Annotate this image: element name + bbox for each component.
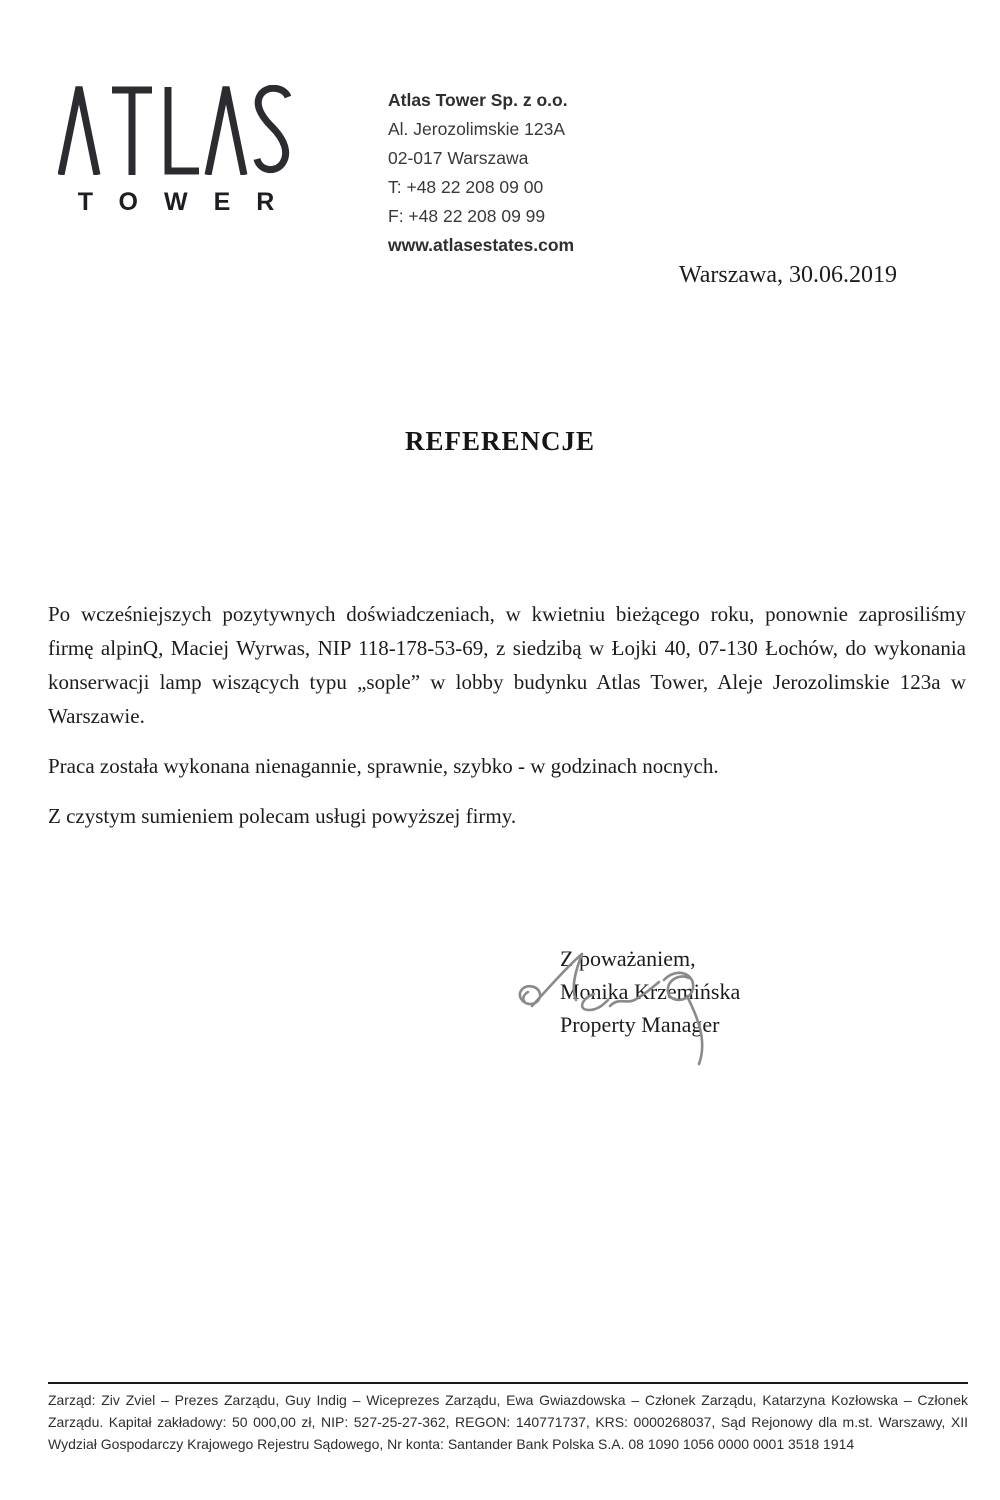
body-paragraph-1: Po wcześniejszych pozytywnych doświadczeniach, w kwietniu bieżącego roku, ponownie zaprosiliśmy firmę alpinQ, Maciej Wyrwas, NIP 118-178-53-69, z siedzibą w Łojki 40, 07-130 Łochów, do wykonania konserwacji lamp wiszących typu „sople” w lobby budynku Atlas Tower, Aleje Jerozolimskie 123a w Warszawie. [48,602,966,728]
company-name: Atlas Tower Sp. z o.o. [388,90,568,110]
company-info [388,86,574,260]
atlas-logo-wordmark [58,85,292,175]
signature-closing: Z poważaniem, [560,946,696,971]
letter-body [48,597,966,849]
letter-title: REFERENCJE [404,426,596,456]
signature-block [560,942,740,1041]
body-paragraph-2: Praca została wykonana nienagannie, sprawnie, szybko - w godzinach nocnych. [48,754,719,778]
company-phone: T: +48 22 208 09 00 [388,177,544,197]
atlas-tower-logo [58,85,301,217]
company-fax: F: +48 22 208 09 99 [388,206,546,226]
body-paragraph-3: Z czystym sumieniem polecam usługi powyższej firmy. [48,804,517,828]
registry-text: Zarząd: Ziv Zviel – Prezes Zarządu, Guy Indig – Wiceprezes Zarządu, Ewa Gwiazdowska – Członek Zarządu, Katarzyna Kozłowska – Członek Zarządu. Kapitał zakładowy: 50 000,00 zł, NIP: 527-25-27-362, REGON: 140771737, KRS: 0000268037, Sąd Rejonowy dla m.st. Warszawy, XII Wydział Gospodarczy Krajowego Rejestru Sądowego, Nr konta: Santander Bank Polska S.A. 08 1090 1056 0000 0001 3518 1914 [48,1392,968,1452]
company-city: 02-017 Warszawa [388,148,529,168]
signatory-title: Property Manager [560,1012,720,1037]
company-website: www.atlasestates.com [388,235,575,255]
company-street: Al. Jerozolimskie 123A [388,119,566,139]
signatory-name: Monika Krzemińska [560,979,741,1004]
dateline: Warszawa, 30.06.2019 [678,262,897,288]
logo-tower-text: TOWER [77,188,301,216]
registry-footer [48,1382,968,1455]
